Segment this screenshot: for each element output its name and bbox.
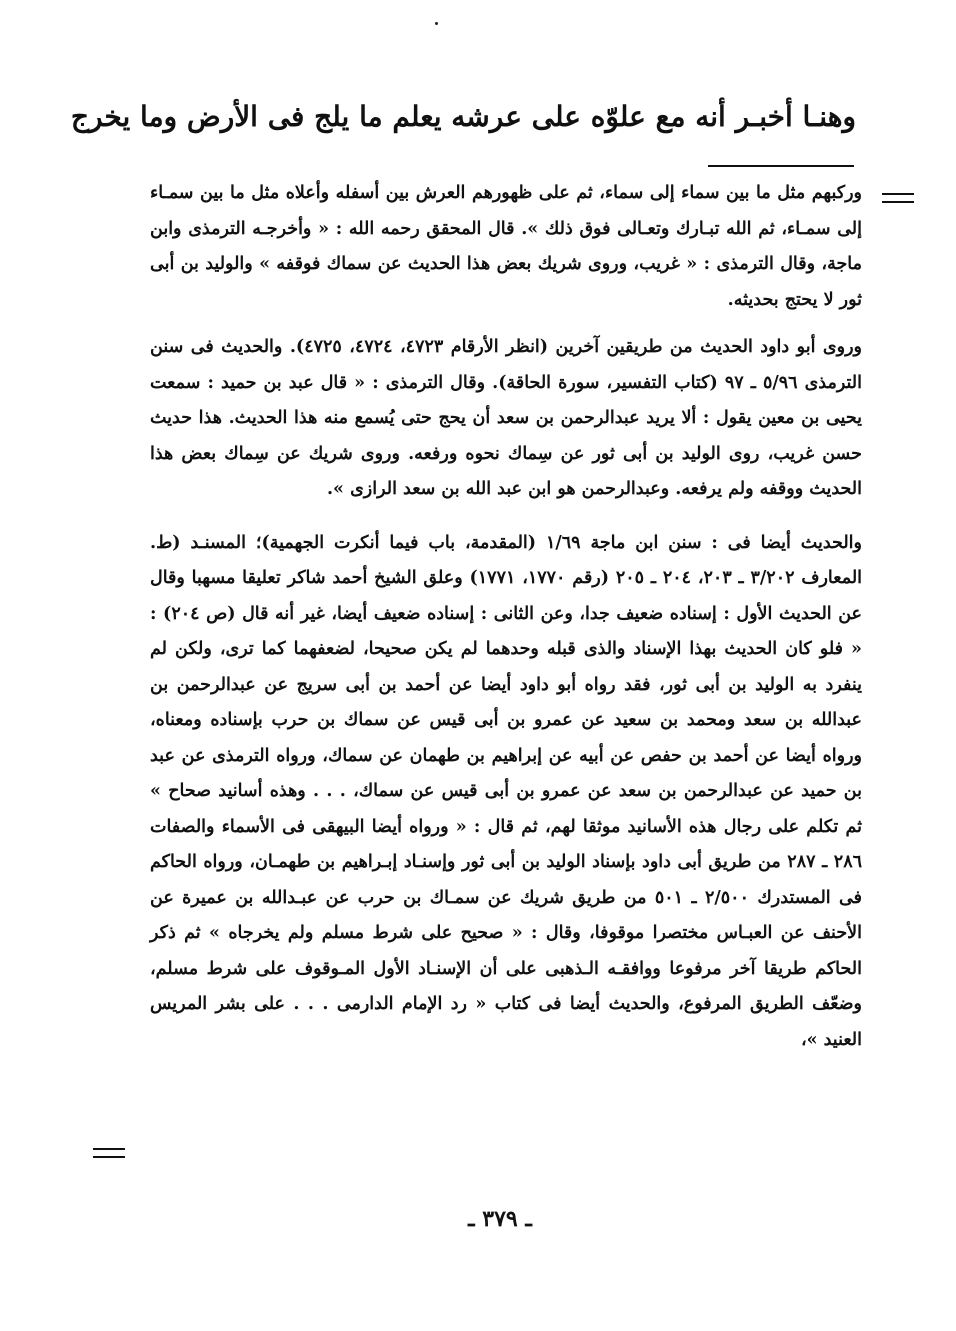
footnote-separator-rule bbox=[708, 165, 854, 167]
footnote-paragraph-3: والحديث أيضا فى : سنن ابن ماجة ١/٦٩ (المقدمة، باب فيما أنكرت الجهمية)؛ المسنـد (ط. المعارف ٣/٢٠٢ ـ ٢٠٣، ٢٠٤ ـ ٢٠٥ (رقم ١٧٧٠، ١٧٧١) وعلق الشيخ أحمد شاكر تعليقا مسهبا وقال عن الحديث الأول : إسناده ضعيف جدا، وعن الثانى : إسناده ضعيف أيضا، غير أنه قال (ص ٢٠٤) : « فلو كان الحديث بهذا الإسناد والذى قبله وحدهما لم يكن صحيحا، لضعفهما كما ترى، ولكن لم ينفرد به الوليد بن أبى ثور، فقد رواه أبو داود أيضا عن أحمد بن أبى سريج عن عبدالرحمن بن عبدالله بن سعد ومحمد بن سعيد عن عمرو بن أبى قيس عن سماك بن حرب بإسناده ومعناه، ورواه أيضا عن أحمد بن حفص عن أبيه عن إبراهيم بن طهمان عن سماك، ورواه الترمذى عن عبد بن حميد عن عبدالرحمن بن سعد عن عمرو بن أبى قيس عن سماك، . . . وهذه أسانيد صحاح » ثم تكلم على رجال هذه الأسانيد موثقا لهم، ثم قال : « ورواه أيضا البيهقى فى الأسماء والصفات ٢٨٦ ـ ٢٨٧ من طريق أبى داود بإسناد الوليد بن أبى ثور وإسنـاد إبـراهيم بن طهمـان، ورواه الحاكم فى المستدرك ٢/٥٠٠ ـ ٥٠١ من طريق شريك عن سمـاك بن حرب عن عبـدالله بن عميرة عن الأحنف عن العبـاس مختصرا موقوفا، وقال : « صحيح على شرط مسلم ولم يخرجاه » ثم ذكر الحاكم طريقا آخر مرفوعا ووافقـه الـذهبى على أن الإسنـاد الأول المـوقوف على شرط مسلم، وضعّف الطريق المرفوع، والحديث أيضا فى كتاب « رد الإمام الدارمى . . . على بشر المريس العنيد »، bbox=[150, 532, 863, 1050]
scan-speck bbox=[435, 22, 438, 25]
running-header: وهنـا أخبـر أنه مع علوّه على عرشه يعلم ما يلج فى الأرض وما يخرج bbox=[70, 100, 856, 133]
page-number: ـ ٣٧٩ ـ bbox=[468, 1206, 532, 1232]
footnote-body bbox=[150, 176, 862, 1058]
footnote-paragraph-2: وروى أبو داود الحديث من طريقين آخرين (انظر الأرقام ٤٧٢٣، ٤٧٢٤، ٤٧٢٥). والحديث فى سنن الترمذى ٥/٩٦ ـ ٩٧ (كتاب التفسير، سورة الحاقة). وقال الترمذى : « قال عبد بن حميد : سمعت يحيى بن معين يقول : ألا يريد عبدالرحمن بن سعد أن يحج حتى يُسمع منه هذا الحديث. هذا حديث حسن غريب، روى الوليد بن أبى ثور عن سِماك نحوه ورفعه. وروى شريك عن سِماك بعض هذا الحديث ووقفه ولم يرفعه. وعبدالرحمن هو ابن عبد الله بن سعد الرازى ». bbox=[150, 337, 863, 499]
margin-mark-top bbox=[882, 193, 914, 203]
margin-mark-bottom bbox=[93, 1148, 125, 1158]
footnote-paragraph-1: وركبهم مثل ما بين سماء إلى سماء، ثم على ظهورهم العرش بين أسفله وأعلاه مثل ما بين سمـاء إلى سمـاء، ثم الله تبـارك وتعـالى فوق ذلك ». قال المحقق رحمه الله : « وأخرجـه الترمذى وابن ماجة، وقال الترمذى : « غريب، وروى شريك بعض هذا الحديث عن سماك فوقفه » والوليد بن أبى ثور لا يحتج بحديثه. bbox=[150, 183, 862, 310]
